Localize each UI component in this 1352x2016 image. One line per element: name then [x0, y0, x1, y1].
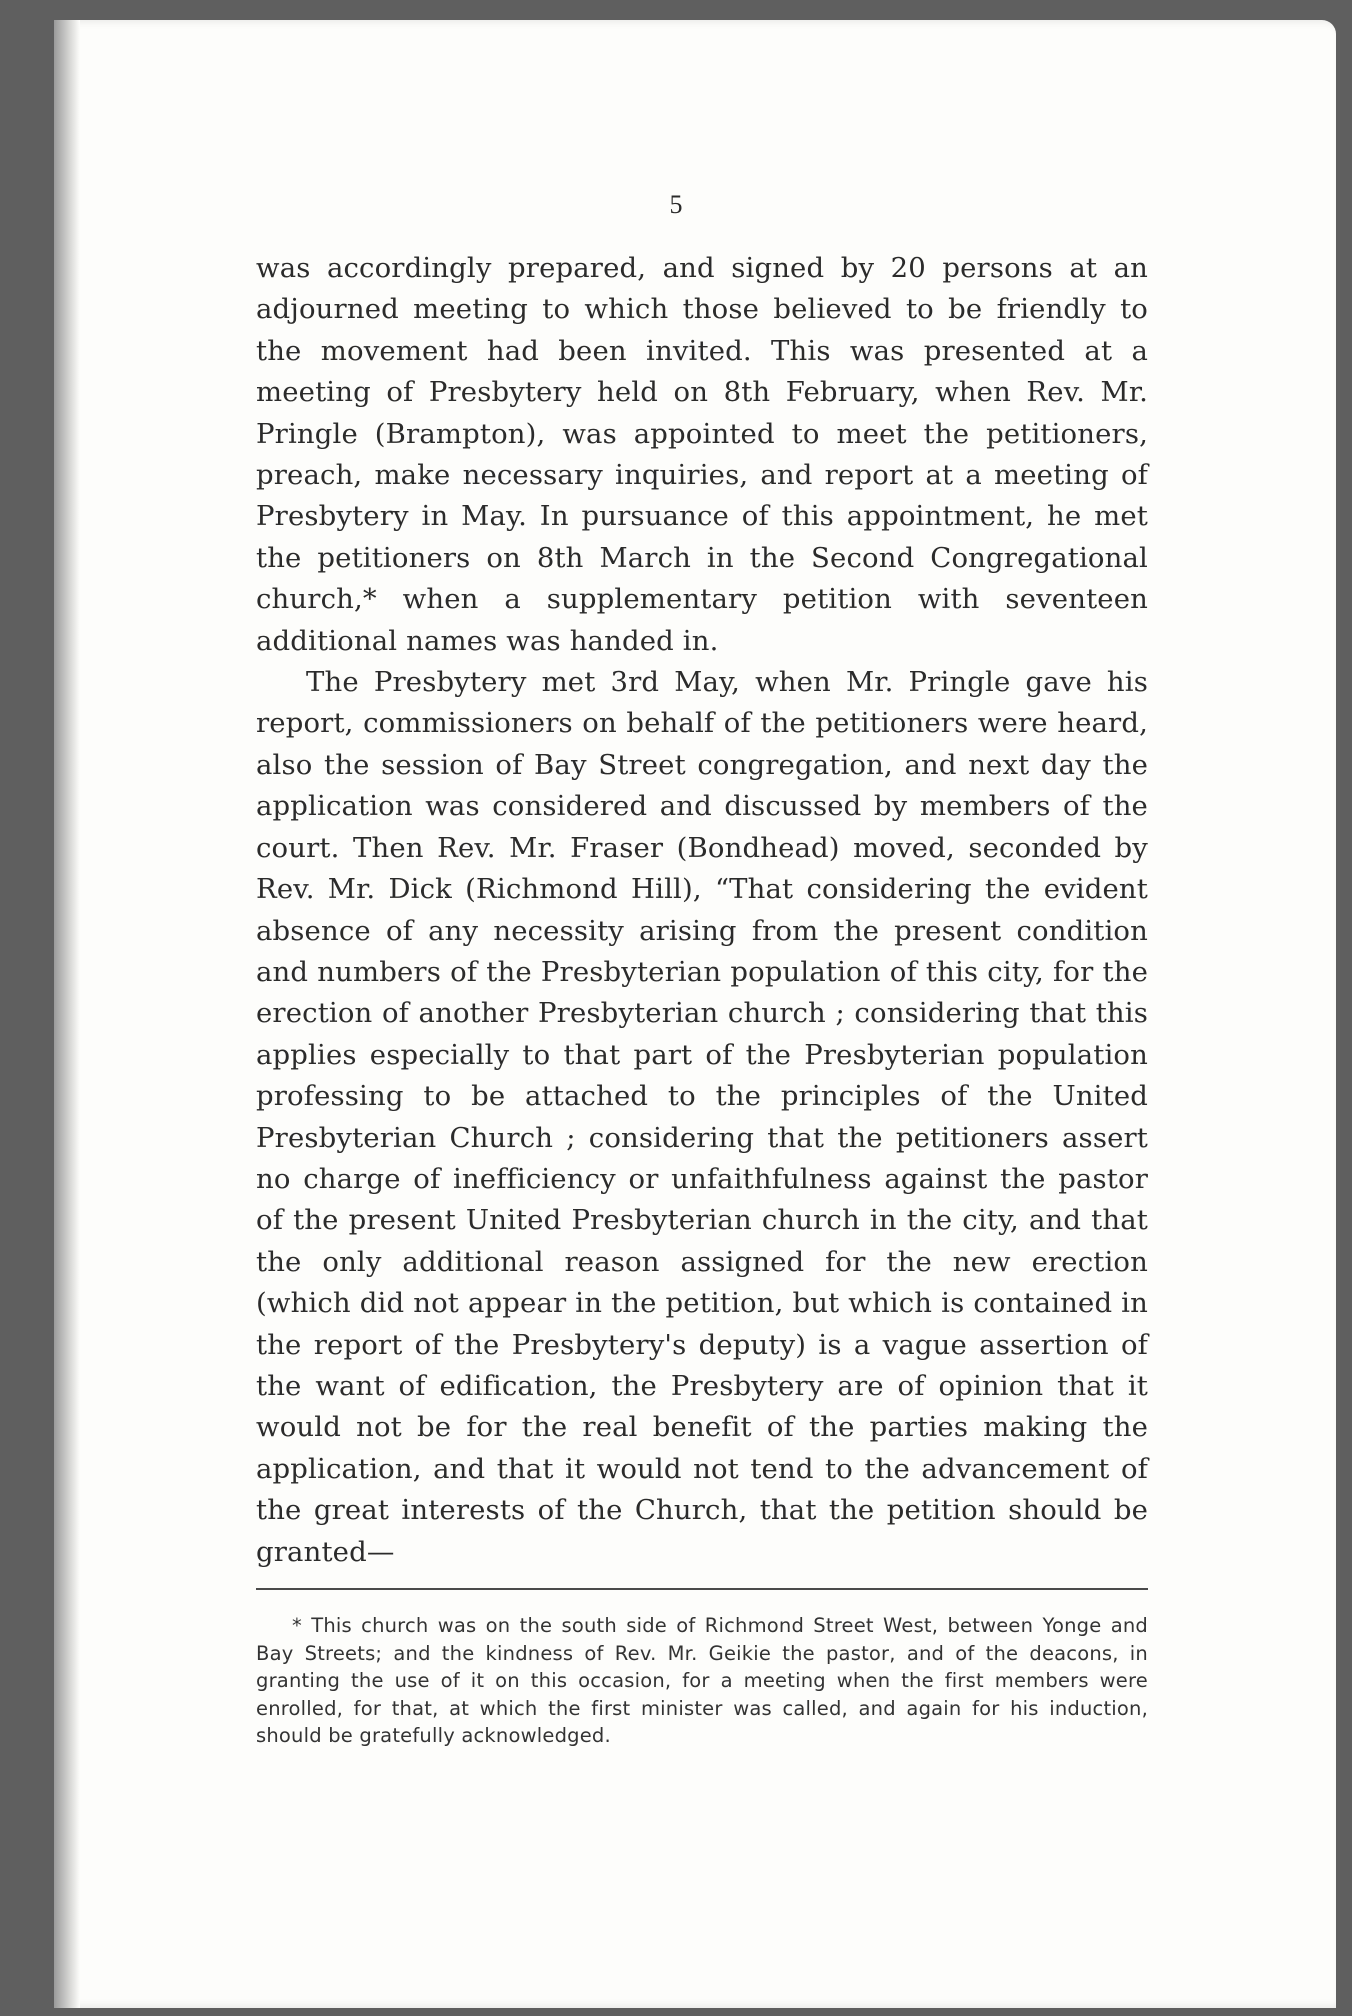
page-number: 5	[669, 190, 683, 219]
paragraph-presbytery-meeting: The Presbytery met 3rd May, when Mr. Pringle gave his report, commissioners on behalf of the petitioners were heard, also the session of Bay Street congregation, and next day the application was considered and discussed by members of the court. Then Rev. Mr. Fraser (Bondhead) moved, seconded by Rev. Mr. Dick (Richmond Hill), “That considering the evident absence of any necessity arising from the present condition and numbers of the Presbyterian population of this city, for the erection of another Presbyterian church ; considering that this applies especially to that part of the Presbyterian population professing to be attached to the principles of the United Presbyterian Church ; considering that the petitioners assert no charge of inefficiency or unfaithfulness against the pastor of the present United Presbyterian church in the city, and that the only additional reason assigned for the new erection (which did not appear in the petition, but which is contained in the report of the Presbytery's deputy) is a vague assertion of the want of edification, the Presbytery are of opinion that it would not be for the real benefit of the parties making the application, and that it would not tend to the advancement of the great interests of the Church, that the petition should be granted—	[256, 666, 1148, 1568]
footnote-divider	[256, 1588, 1148, 1590]
body-text	[256, 248, 1148, 1573]
paragraph-continued: was accordingly prepared, and signed by 20 persons at an adjourned meeting to which those believed to be friendly to the movement had been invited. This was presented at a meeting of Presbytery held on 8th February, when Rev. Mr. Pringle (Brampton), was appointed to meet the petitioners, preach, make necessary inquiries, and report at a meeting of Presbytery in May. In pursuance of this appointment, he met the petitioners on 8th March in the Second Congregational church,* when a supplementary petition with seventeen additional names was handed in.	[256, 252, 1148, 657]
page-gutter-shadow	[54, 20, 80, 2008]
footnote: * This church was on the south side of Richmond Street West, between Yonge and Bay Streets; and the kindness of Rev. Mr. Geikie the pastor, and of the deacons, in granting the use of it on this occasion, for a meeting when the first members were enrolled, for that, at which the first minister was called, and again for his induction, should be gratefully acknowledged.	[256, 1614, 1148, 1747]
